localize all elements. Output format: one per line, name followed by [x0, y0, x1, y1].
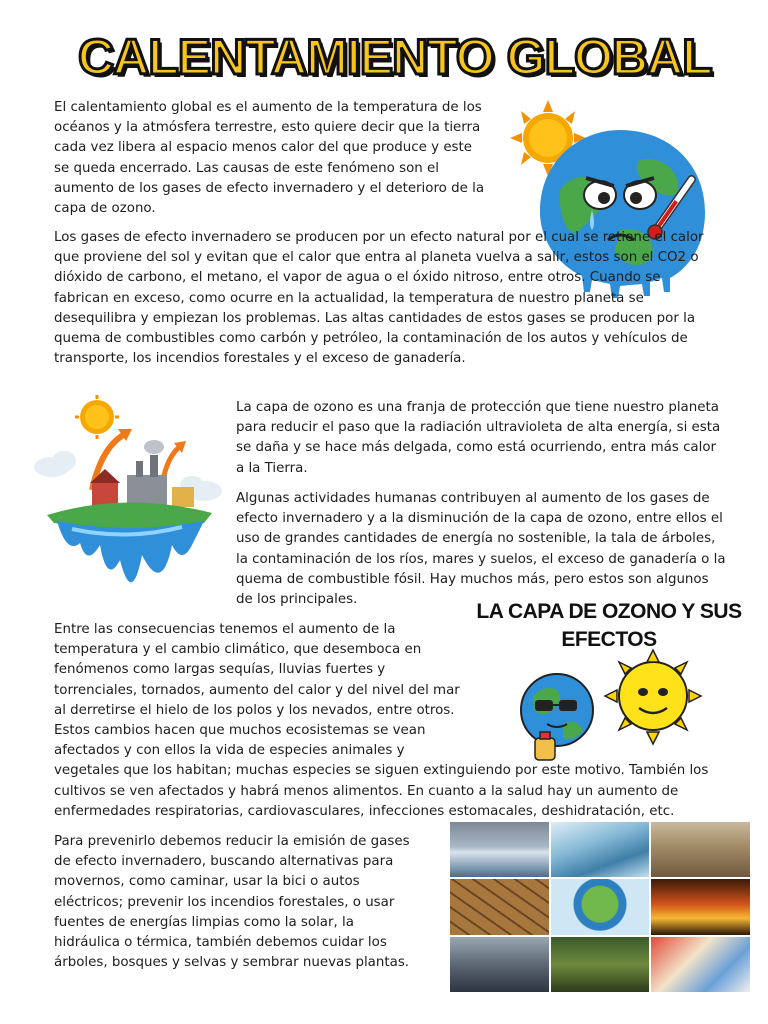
smoke-stacks-photo [450, 937, 549, 992]
flood-photo [651, 822, 750, 877]
floating-island-illustration [32, 395, 227, 610]
prevention-paragraph: Para prevenirlo debemos reducir la emisión de gases de efecto invernadero, buscando alternativas para movernos, como caminar, usar la bici o autos eléctricos; prevenir los incendios forestales, o usar fuentes de energías limpias como la solar, la hidráulica o térmica, también debemos cuidar los árboles, bosques y selvas y sembrar nuevas plantas. [54, 834, 410, 971]
melting-globe-photo [551, 879, 650, 934]
consequences-paragraph [54, 620, 724, 822]
sun-icon [75, 395, 119, 439]
drought-photo [450, 879, 549, 934]
polar-bear-photo [450, 822, 549, 877]
ozone-layer-paragraph: La capa de ozono es una franja de protección que tiene nuestro planeta para reducir el paso que la radiación ultravioleta de alta energía, si esta se daña y se hace más delgada, como está ocurriendo, entra más calor a la Tierra. [236, 400, 721, 476]
protest-signs-photo [651, 937, 750, 992]
climate-photo-collage [450, 822, 750, 992]
dead-trees-photo [551, 937, 650, 992]
greenhouse-paragraph: Los gases de efecto invernadero se producen por un efecto natural por el cual se retiene el calor que proviene del sol y evitan que el calor que entra al planeta vuelva a salir, estos son el CO2 o dióxido de carbono, el metano, el vapor de agua o el óxido nitroso, entre otros. Cuando se fabrican en exceso, como ocurre en la actualidad, la temperatura de nuestro planeta se desequilibra y empiezan los problemas. Las altas cantidades de estos gases se producen por la quema de combustibles como carbón y petróleo, la contaminación de los autos y vehículos de transporte, los incendios forestales y el exceso de ganadería. [54, 230, 704, 367]
ozone-heading: LA CAPA DE OZONO Y SUS EFECTOS [476, 600, 742, 651]
wildfire-photo [651, 879, 750, 934]
float-spacer [462, 620, 724, 758]
page-title: CALENTAMIENTO GLOBAL [78, 29, 712, 85]
intro-paragraph: El calentamiento global es el aumento de la temperatura de los océanos y la atmósfera terrestre, esto quiere decir que la tierra cada vez libera al espacio menos calor del que produce y este se queda encerrado. Las causas de este fenómeno son el aumento de los gases de efecto invernadero y el deterioro de la capa de ozono. [54, 100, 485, 217]
consequences-text: Entre las consecuencias tenemos el aumento de la temperatura y el cambio climático, que desemboca en fenómenos como largas sequías, lluvias fuertes y torrenciales, tornados, aumento del calor y del nivel del mar al derretirse el hielo de los polos y los nevados, entre otros. Estos cambios hacen que muchos ecosistemas se vean afectados y con ellos la vida de especies animales y vegetales que los habitan; muchas especies se siguen extinguiendo por este motivo. También los cultivos se ven afectados y habrá menos alimentos. En cuanto a la salud hay un aumento de enfermedades respiratorias, cardiovasculares, infecciones estomacales, deshidratación, etc. [54, 622, 709, 819]
glacier-photo [551, 822, 650, 877]
human-activities-paragraph: Algunas actividades humanas contribuyen al aumento de los gases de efecto invernadero y a la disminución de la capa de ozono, entre ellos el uso de grandes cantidades de energía no sostenible, la tala de árboles, la contaminación de los ríos, mares y suelos, el exceso de ganadería o la quema de combustible fósil. Hay muchos más, pero estos son algunos de los principales. [236, 491, 726, 608]
